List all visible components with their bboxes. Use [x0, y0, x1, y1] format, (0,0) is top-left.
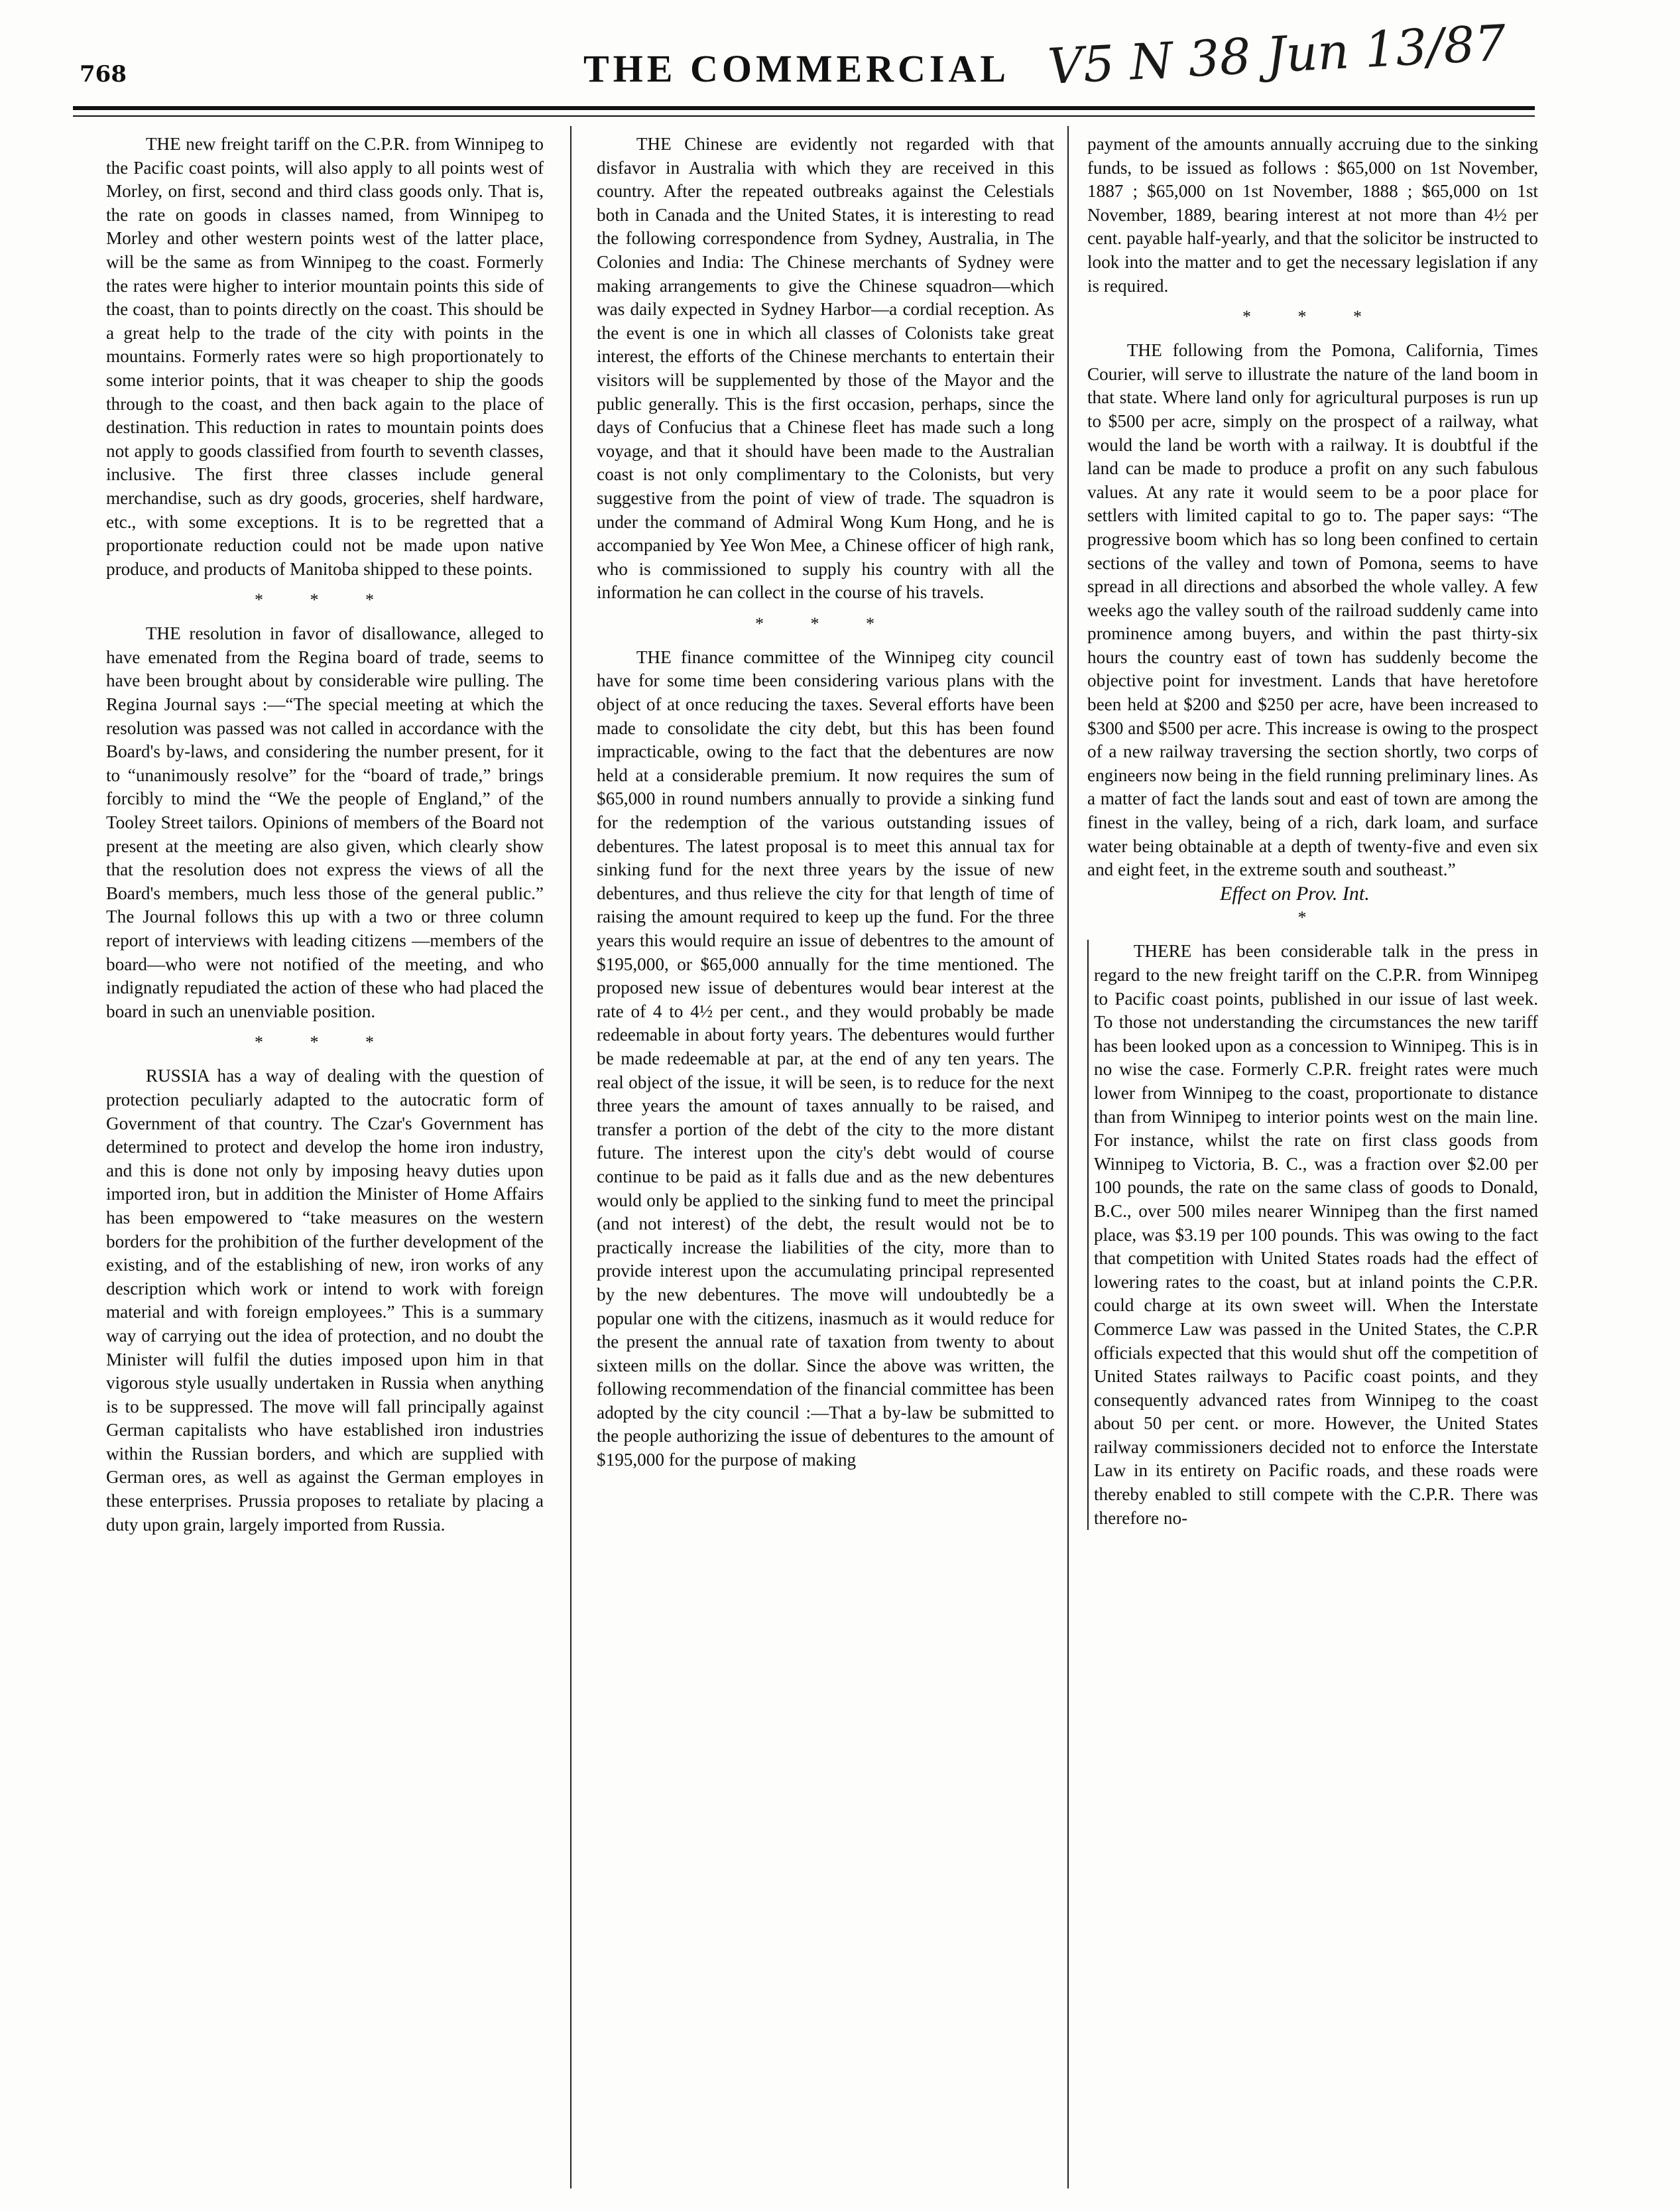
article-pomona-land-boom: THE following from the Pomona, California, Times Courier, will serve to illustrate the nature of the land boom in that state. Where land only for agricultural purposes is run up to $500 per acre, simply on the prospect of a railway, what would the land be worth with a railway. It is doubtful if the land can be made to produce a profit on any such fabulous values. At any rate it would seem to be a poor place for settlers with limited capital to go to. The paper says: “The progressive boom which has so long been confined to certain sections of the valley and town of Pomona, seems to have spread in all directions and absorbed the whole valley. A few weeks ago the valley south of the railroad suddenly came into prominence among buyers, and within the past thirty-six hours the country east of town has suddenly become the objective point for investment. Lands that have heretofore been held at $200 and $250 per acre, have been increased to $300 and $500 per acre. This increase is owing to the prospect of a new railway traversing the section shortly, two corps of engineers now being in the field running preliminary lines. As a matter of fact the lands sout and east of town are among the finest in the valley, being of a rich, dark loam, and surface water being obtainable at a depth of twenty-five and even six and eight feet, in the extreme south and southeast.” — [1087, 340, 1538, 880]
handwritten-annotation: V5 N 38 Jun 13/87 — [1046, 14, 1508, 96]
article-russia-protection: RUSSIA has a way of dealing with the question of protection peculiarly adapted to the autocratic form of Government of that country. The Czar's Government has determined to protect and develop the home iron industry, and this is done not only by imposing heavy duties upon imported iron, but in addition the Minister of Home Affairs has been empowered to “take measures on the western borders for the prohibition of the further development of the existing, and of the establishing of new, iron works of any description which work or intend to work with foreign material and with foreign employees.” This is a summary way of carrying out the idea of protection, and no doubt the Minister will fulfil the duties imposed upon him in that vigorous style usually undertaken in Russia when anything is to be suppressed. The move will fall principally against German capitalists who have established iron industries within the Russian borders, and which are supplied with German ores, as well as against the German employes in these enterprises. Prussia proposes to retaliate by placing a duty upon grain, largely imported from Russia. — [106, 1066, 544, 1535]
article-regina-resolution: THE resolution in favor of disallowance, alleged to have emenated from the Regina board of trade, seems to have been brought about by considerable wire pulling. The Regina Journal says :—“The special meeting at which the resolution was passed was not called in accordance with the Board's by-laws, and considering the number present, for it to “unanimously resolve” for the “board of trade,” brings forcibly to mind the “We the people of England,” of the Tooley Street tailors. Opinions of members of the Board not present at the meeting are also given, which clearly show that the resolution does not express the views of all the Board's members, much less those of the general public.” The Journal follows this up with a two or three column report of interviews with leading citizens —members of the board—who were not notified of the meeting, and who indignatly repudiated the action of these who had placed the board in such an unenviable position. — [106, 623, 544, 1021]
section-ornament: * * * — [255, 1033, 395, 1052]
article-chinese-australia: THE Chinese are evidently not regarded with that disfavor in Australia with which they are received in this country. After the repeated outbreaks against the Celestials both in Canada and the United States, it is interesting to read the following correspondence from Sydney, Australia, in The Colonies and India: The Chinese merchants of Sydney were making arrangements to give the Chinese squadron—which was daily expected in Sydney Harbor—a cordial reception. As the event is one in which all classes of Colonists take great interest, the efforts of the Chinese merchants to entertain their visitors will be supplemented by those of the Mayor and the public generally. This is the first occasion, perhaps, since the days of Confucius that a Chinese fleet has made such a long voyage, and that it should have been made to the Australian coast is not only complimentary to the Colonists, but very suggestive from the point of view of trade. The squadron is under the command of Admiral Wong Kum Hong, and he is accompanied by Yee Won Mee, a Chinese officer of high rank, who is commissioned to supply his country with all the information he can collect in the course of his travels. — [597, 134, 1054, 603]
section-ornament: * * * — [1242, 307, 1383, 327]
masthead-rule-thick — [73, 106, 1535, 110]
section-ornament: * * * — [755, 613, 896, 633]
column-divider — [1067, 126, 1069, 2188]
column-right — [1087, 133, 1538, 1530]
column-divider — [570, 126, 571, 2188]
masthead-rule-thin — [73, 115, 1535, 117]
article-finance-continued: payment of the amounts annually accruing due to the sinking funds, to be issued as follows : $65,000 on 1st November, 1887 ; $65,000 on 1st November, 1888 ; $65,000 on 1st November, 1889, bearing interest at not more than 4½ per cent. payable half-yearly, and that the solicitor be instructed to look into the matter and to get the necessary legislation if any is required. — [1087, 134, 1538, 296]
column-left — [106, 133, 544, 1537]
page-number: 768 — [80, 61, 127, 88]
masthead-title: THE COMMERCIAL — [583, 47, 1010, 90]
article-freight-tariff: THE new freight tariff on the C.P.R. from Winnipeg to the Pacific coast points, will also apply to all points west of Morley, on first, second and third class goods only. That is, the rate on goods in classes named, from Winnipeg to Morley and other western points west of the latter place, will be the same as from Winnipeg to the coast. Formerly the rates were higher to interior mountain points this side of the coast, than to points directly on the coast. This should be a great help to the trade of the city with points in the mountains. Formerly rates were so high proportionately to some interior points, that it was cheaper to ship the goods through to the coast, and then back again to the place of destination. This reduction in rates to mountain points does not apply to goods classified from fourth to seventh classes, inclusive. The first three classes include general merchandise, such as dry goods, groceries, shelf hardware, etc., with some exceptions. It is to be regretted that a proportionate reduction could not be made upon native produce, and products of Manitoba shipped to these points. — [106, 134, 544, 579]
article-finance-committee: THE finance committee of the Winnipeg city council have for some time been considering various plans with the object of at once reducing the taxes. Several efforts have been made to consolidate the city debt, but this has been found impracticable, owing to the fact that the debentures are now held at a considerable premium. It now requires the sum of $65,000 in round numbers annually to provide a sinking fund for the redemption of the various outstanding issues of debentures. The latest proposal is to meet this annual tax for sinking fund for the next three years by the issue of new debentures, and thus relieve the city for that length of time of raising the amount required to keep up the fund. For the three years this would require an issue of debentres to the amount of $195,000, or $65,000 annually for the time mentioned. The proposed new issue of debentures would bear interest at the rate of 4 to 4½ per cent., and they would probably be made redeemable in about forty years. The debentures would further be made redeemable at par, at the end of any ten years. The real object of the issue, it will be seen, is to reduce for the next three years the amount of taxes annually to be raised, and transfer a portion of the debt of the city to the more distant future. The interest upon the city's debt would of course continue to be paid as it falls due and as the new debentures would only be applied to the sinking fund to meet the principal (and not interest) of the debt, the result would not be to practically increase the liabilities of the city, more than to provide interest upon the accumulating principal represented by the new debentures. The move will undoubtedly be a popular one with the citizens, inasmuch as it would reduce for the present the annual rate of taxation from twenty to about sixteen mills on the dollar. Since the above was written, the following recommendation of the financial committee has been adopted by the city council :—That a by-law be submitted to the people authorizing the issue of debentures to the amount of $195,000 for the purpose of making — [597, 647, 1054, 1470]
column-middle — [597, 133, 1054, 1472]
section-ornament: * — [1297, 908, 1328, 928]
handwritten-margin-note: Effect on Prov. Int. — [1220, 882, 1370, 905]
section-ornament: * * * — [255, 590, 395, 610]
article-cpr-tariff: THERE has been considerable talk in the press in regard to the new freight tariff on the C.P.R. from Winnipeg to Pacific coast points, published in our issue of last week. To those not understanding the circumstances the new tariff has been looked upon as a concession to Winnipeg. This is in no wise the case. Formerly C.P.R. freight rates were much lower from Winnipeg to the coast, proportionate to distance than from Winnipeg to interior points west on the main line. For instance, whilst the rate on first class goods from Winnipeg to Victoria, B. C., was a fraction over $2.00 per 100 pounds, the rate on the same class of goods to Donald, B.C., over 500 miles nearer Winnipeg than the first named place, was $3.19 per 100 pounds. This was owing to the fact that competition with United States roads had the effect of lowering rates to the coast, but at inland points the C.P.R. could charge at its own sweet will. When the Interstate Commerce Law was passed in the United States, the C.P.R officials expected that this would shut off the competition of United States railways to Pacific coast points, and they consequently advanced rates from Winnipeg to the coast about 50 per cent. or more. However, the United States railway commissioners decided not to enforce the Interstate Law in its entirety on Pacific roads, and these roads were thereby enabled to still compete with the C.P.R. There was therefore no- — [1087, 940, 1538, 1530]
